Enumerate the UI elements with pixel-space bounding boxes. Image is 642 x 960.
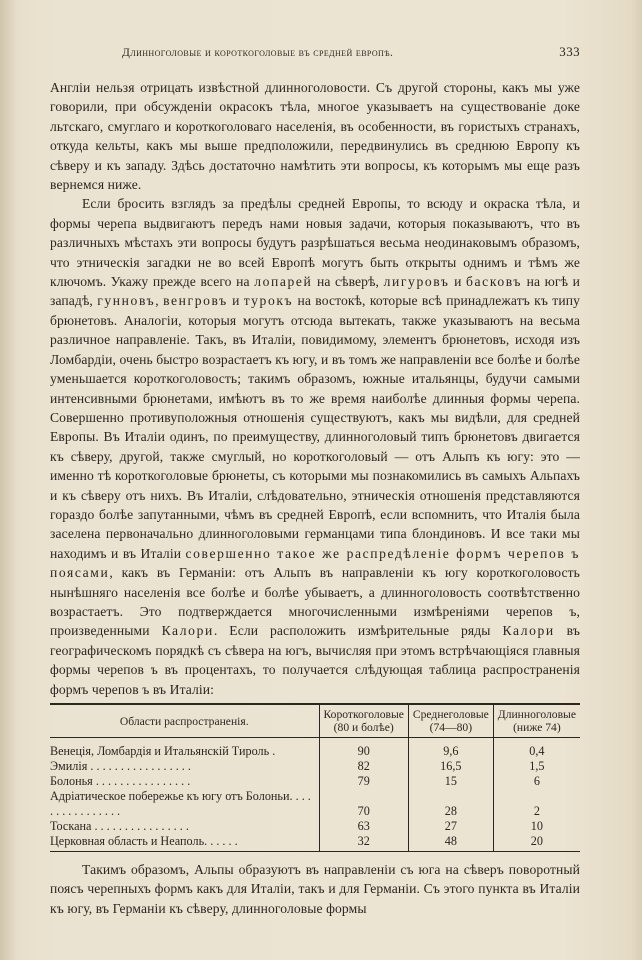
header-medium: Среднеголовые (74—80) (408, 704, 493, 738)
header-short: Короткоголовые (80 и болѣе) (319, 704, 408, 738)
header-long: Длинноголовые (ниже 74) (493, 704, 580, 738)
term-gunny: гунновъ (97, 293, 156, 309)
row-region: Эмилія . . . . . . . . . . . . . . . . . (50, 759, 191, 773)
term-kalori-1: Калори (161, 623, 214, 639)
table-row (50, 759, 580, 774)
term-ligury: лигуровъ (383, 274, 450, 290)
p2-text-b: на сѣверѣ, (312, 274, 384, 290)
paragraph-3: Такимъ образомъ, Альпы образуютъ въ направленіи съ юга на сѣверъ поворотный поясъ черепныхъ формъ какъ для Италіи, такъ и для Германіи. Съ этого пункта въ Италіи къ югу, въ Германіи къ сѣверу, длинноголовые формы (50, 862, 580, 916)
row-medium: 16,5 (408, 759, 493, 774)
p2-text-f: и (227, 293, 244, 309)
row-medium: 48 (408, 834, 493, 852)
row-medium: 9,6 (408, 738, 493, 760)
p2-text-g: на востокѣ, которые всѣ принадлежатъ къ типу брюнетовъ. Аналогіи, которыя могутъ отсюда вытекать, также указываютъ на весьма различное направленіе. Такъ, въ Италіи, повидимому, элементъ брюнетовъ, исходя изъ Ломбардіи, очень быстро возрастаетъ къ югу, и въ томъ же направленіи все болѣе и болѣе уменьшается короткоголовость; такимъ образомъ, южные итальянцы, будучи самыми интенсивными брюнетами, имѣютъ въ то же время наиболѣе длинныя формы черепа. Совершенно противуположныя отношенія существуютъ, какъ мы видѣли, для средней Европы. Въ Италіи одинъ, по преимуществу, длинноголовый типъ брюнетовъ двигается къ сѣверу, другой, также смуглый, но короткоголовый — отъ Альпъ къ югу: это — именно тѣ короткоголовые брюнеты, съ которыми мы познакомились въ самыхъ Альпахъ и къ сѣверу отъ нихъ. Въ Италіи, слѣдовательно, этническія отношенія представляются гораздо болѣе запутанными, чѣмъ въ средней Европѣ, если вспомнить, что Италія была заселена первоначально длинноголовыми германцами типа блондиновъ. И все таки мы находимъ и въ Италіи (50, 293, 580, 561)
row-short: 79 (319, 774, 408, 789)
skull-distribution-table (50, 703, 580, 852)
p2-text-e: , (155, 293, 164, 309)
paragraph-2 (50, 194, 580, 699)
paragraph-1: Англіи нельзя отрицать извѣстной длинноголовости. Съ другой стороны, какъ мы уже говорили, при обсужденіи окрасокъ тѣла, многое указываетъ на существованіе доке льтскаго, смуглаго и короткоголоваго населенія, въ особенности, въ гористыхъ странахъ, откуда кельты, какъ мы выше предположили, передвинулись въ среднюю Европу къ сѣверу и къ западу. Здѣсь достаточно намѣтить эти вопросы, къ которымъ мы еще разъ вернемся ниже. (50, 80, 580, 193)
running-title: Длинноголовые и короткоголовые въ средней европѣ. (122, 47, 394, 59)
row-long: 2 (493, 789, 580, 819)
row-short: 82 (319, 759, 408, 774)
body-text (50, 78, 580, 918)
table-row (50, 834, 580, 852)
row-medium: 15 (408, 774, 493, 789)
table-header-row (50, 704, 580, 738)
row-region: Адріатическое побережье къ югу отъ Болоньи. . . . . . . . . . . . . . . . (50, 789, 311, 818)
row-medium: 28 (408, 789, 493, 819)
row-region: Венеція, Ломбардія и Итальянскій Тироль . (50, 744, 276, 758)
row-region: Болонья . . . . . . . . . . . . . . . . (50, 774, 191, 788)
row-short: 70 (319, 789, 408, 819)
p2-text-i: . Если расположить измѣрительные ряды (213, 623, 503, 639)
p2-text-h: , какъ въ Германіи: отъ Альпъ въ направленіи къ югу короткоголовость нынѣшняго населенія все болѣе и болѣе убываетъ, а длинноголовость соотвѣтственно возрастаетъ. Это подтверждается многочисленными измѣреніями черепов ъ, произведенными (50, 565, 580, 639)
running-head (50, 44, 580, 60)
row-long: 10 (493, 819, 580, 834)
row-long: 20 (493, 834, 580, 852)
term-sovershenno: совершенно такое же распредѣленіе формъ черепов ъ поясами (50, 545, 580, 581)
row-medium: 27 (408, 819, 493, 834)
table-row (50, 738, 580, 760)
term-vengry: венгровъ (163, 293, 228, 309)
table-row (50, 774, 580, 789)
p2-text-d: на югѣ и западѣ, (50, 274, 580, 309)
term-kalori-2: Калори (502, 623, 555, 639)
row-short: 63 (319, 819, 408, 834)
row-region: Церковная область и Неаполь. . . . . . (50, 834, 319, 852)
page-number: 333 (559, 44, 580, 59)
row-short: 32 (319, 834, 408, 852)
term-lopari: лопарей (254, 274, 313, 290)
table-row (50, 789, 580, 819)
p2-text-c: и (449, 274, 467, 290)
p2-text-j: въ географическомъ порядкѣ съ сѣвера на югъ, вычисляя при этомъ встрѣчающіяся главныя формы черепов ъ въ процентахъ, то получается слѣдующая таблица распространенія формъ черепов ъ въ Италіи: (50, 623, 580, 697)
row-short: 90 (319, 738, 408, 760)
row-long: 0,4 (493, 738, 580, 760)
term-baski: басковъ (466, 274, 523, 290)
row-region: Тоскана . . . . . . . . . . . . . . . . (50, 819, 189, 833)
p2-text-a: Если бросить взглядъ за предѣлы средней Европы, то всюду и окраска тѣла, и формы черепа выдвигаютъ передъ нами новыя задачи, которыя показываютъ, что въ различныхъ мѣстахъ эти вопросы будутъ разрѣшаться весьма неодинаковымъ образомъ, что этническія загадки не во всей Европѣ могутъ быть открыты однимъ и тѣмъ же ключомъ. Укажу прежде всего на (50, 196, 580, 290)
table-row (50, 819, 580, 834)
header-region: Области распространенія. (119, 714, 249, 728)
row-long: 1,5 (493, 759, 580, 774)
term-turki: турокъ (243, 293, 294, 309)
row-long: 6 (493, 774, 580, 789)
